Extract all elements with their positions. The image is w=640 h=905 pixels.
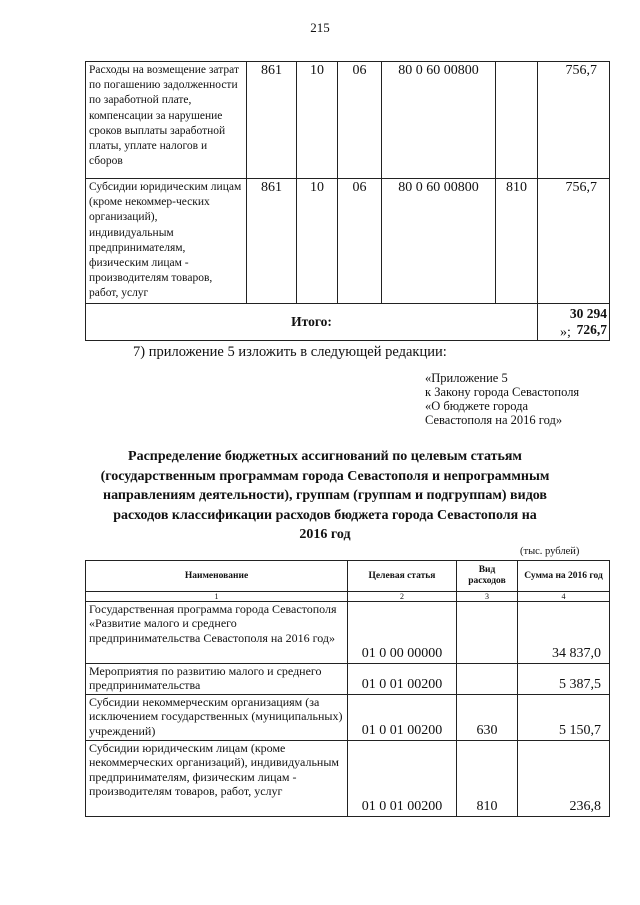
column-numbers-row (86, 592, 610, 602)
header-name: Наименование (86, 561, 348, 592)
row-type (457, 664, 518, 695)
unit-note: (тыс. рублей) (520, 546, 580, 557)
allocation-table (85, 560, 610, 817)
continued-budget-table (85, 61, 610, 341)
row-code: 01 0 01 00200 (348, 741, 457, 817)
row-type: 810 (457, 741, 518, 817)
target-code: 80 0 60 00800 (382, 179, 496, 304)
appendix-ref-line: «О бюджете города (425, 399, 529, 413)
row-code: 01 0 00 00000 (348, 602, 457, 664)
appendix-reference (425, 371, 579, 427)
amendment-item: 7) приложение 5 изложить в следующей редакции: (133, 344, 447, 360)
row-name: Субсидии юридическим лицам (кроме некоммерческих организаций), индивидуальным предпринимателям, физическим лицам - производителям товаров, работ, услуг (86, 741, 348, 817)
document-title: Распределение бюджетных ассигнований по целевым статьям (государственным программам города Севастополя и непрограммным направлениям деятельности), группам (группам и подгруппам) видов расходов классификации расходов бюджета города Севастополя на 2016 год (100, 449, 550, 542)
table-row (86, 664, 610, 695)
row-name: Субсидии некоммерческим организациям (за исключением государственных (муниципальных) учреждений) (86, 695, 348, 741)
row-name: Государственная программа города Севастополя «Развитие малого и среднего предпринимательства Севастополя на 2016 год» (86, 602, 348, 664)
section-code: 10 (297, 62, 338, 179)
row-name: Субсидии юридическим лицам (кроме некоммер-ческих организаций), индивидуальным предпринимателям, физическим лицам - производителям товаров, работ, услуг (86, 179, 247, 304)
subsection-code: 06 (338, 62, 382, 179)
column-number: 2 (348, 592, 457, 602)
expense-type (496, 62, 538, 179)
table-row (86, 741, 610, 817)
row-code: 01 0 01 00200 (348, 664, 457, 695)
section-code: 10 (297, 179, 338, 304)
total-label: Итого: (86, 303, 538, 340)
row-sum: 756,7 (538, 179, 610, 304)
row-amount: 34 837,0 (518, 602, 610, 664)
table-row (86, 179, 610, 304)
column-number: 1 (86, 592, 348, 602)
ved-code: 861 (247, 62, 297, 179)
table-row (86, 695, 610, 741)
row-amount: 5 387,5 (518, 664, 610, 695)
row-type: 630 (457, 695, 518, 741)
closing-quote: »; (560, 325, 571, 340)
appendix-ref-line: «Приложение 5 (425, 371, 508, 385)
column-number: 3 (457, 592, 518, 602)
expense-type: 810 (496, 179, 538, 304)
row-sum: 756,7 (538, 62, 610, 179)
table-row (86, 62, 610, 179)
appendix-ref-line: к Закону города Севастополя (425, 385, 580, 399)
total-row (86, 303, 610, 340)
row-name: Расходы на возмещение затрат по погашению задолженности по заработной плате, компенсации за нарушение сроков выплаты заработной платы, уплате налогов и сборов (86, 62, 247, 179)
table-row (86, 602, 610, 664)
target-code: 80 0 60 00800 (382, 62, 496, 179)
column-number: 4 (518, 592, 610, 602)
subsection-code: 06 (338, 179, 382, 304)
appendix-ref-line: Севастополя на 2016 год» (425, 413, 563, 427)
page-number: 215 (310, 20, 330, 35)
row-code: 01 0 01 00200 (348, 695, 457, 741)
row-amount: 5 150,7 (518, 695, 610, 741)
row-amount: 236,8 (518, 741, 610, 817)
row-type (457, 602, 518, 664)
row-name: Мероприятия по развитию малого и среднего предпринимательства (86, 664, 348, 695)
header-code: Целевая статья (348, 561, 457, 592)
header-amount: Сумма на 2016 год (518, 561, 610, 592)
ved-code: 861 (247, 179, 297, 304)
total-value: 30 294 726,7 (538, 303, 610, 340)
header-type: Вид расходов (457, 561, 518, 592)
table-header (86, 561, 610, 592)
